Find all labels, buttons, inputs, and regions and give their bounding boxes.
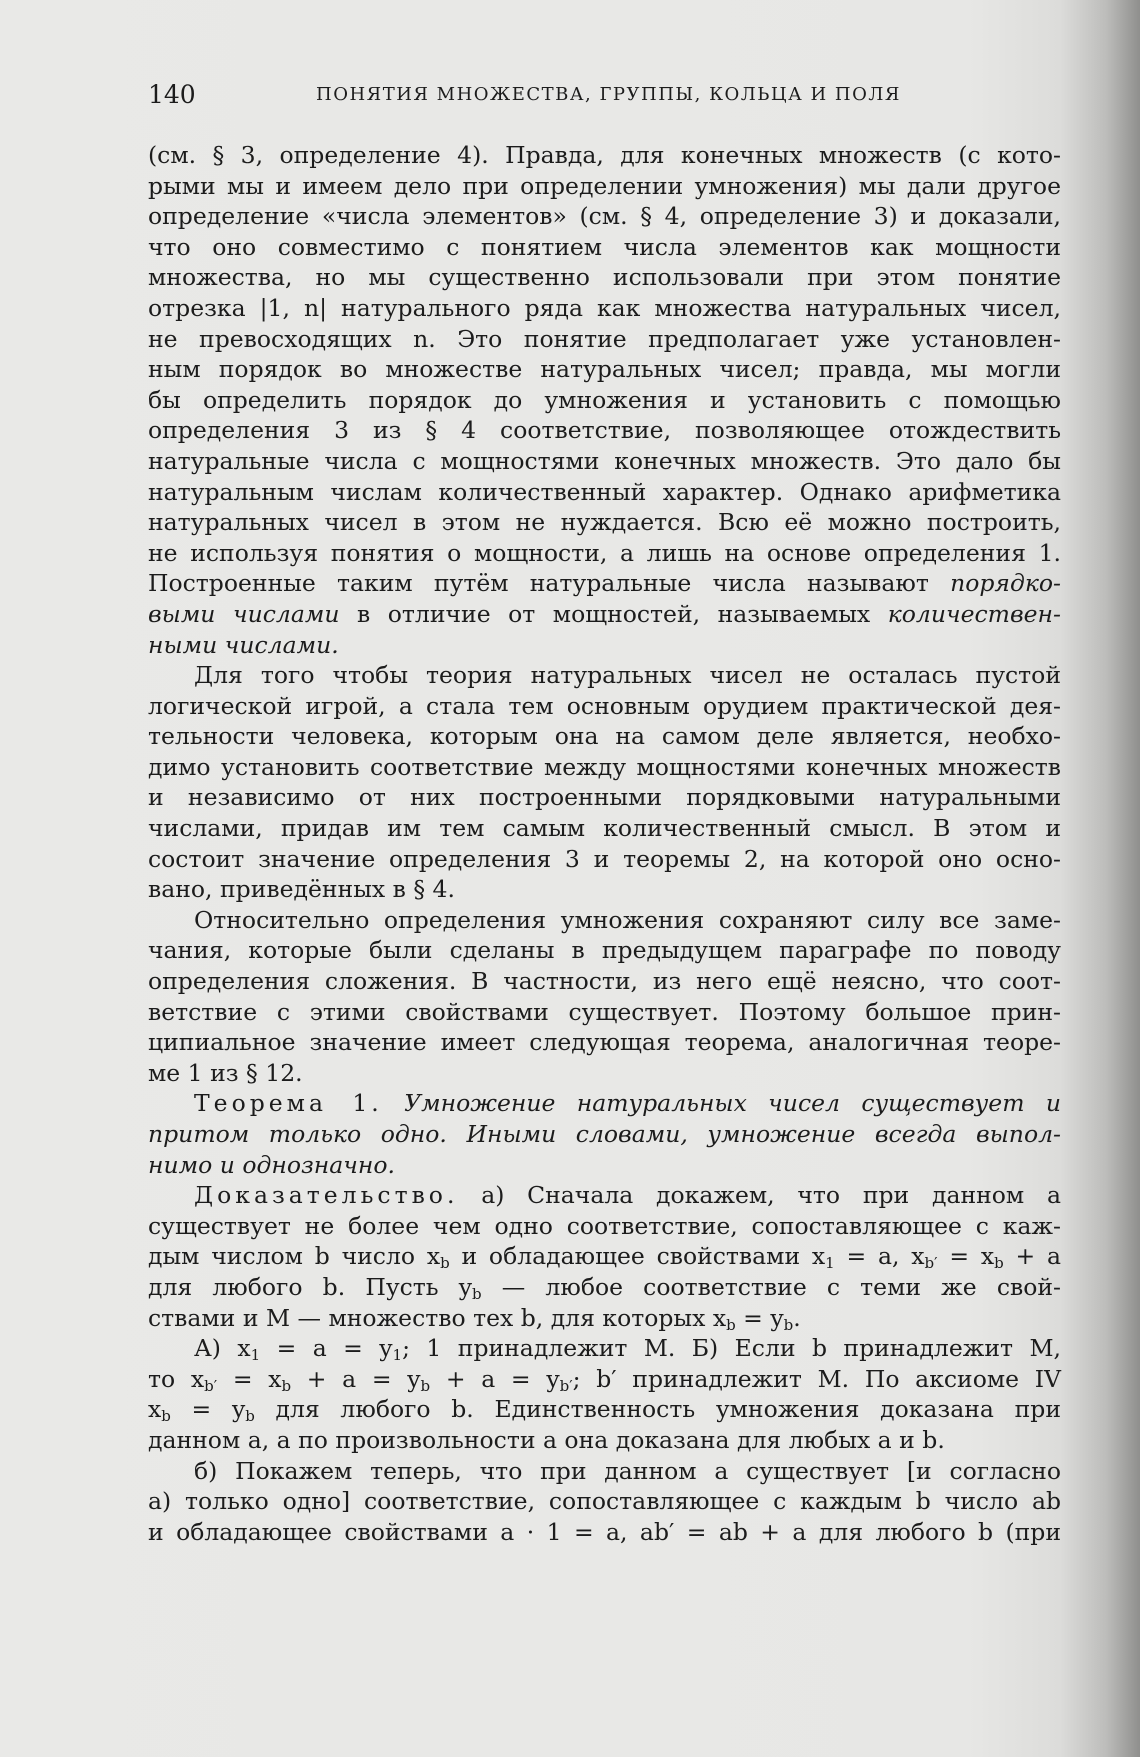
subscript: b bbox=[472, 1284, 482, 1303]
text-line: ветствие с этими свойствами существует. Поэтому большое прин- bbox=[148, 997, 1061, 1026]
text-line: натуральным числам количественный характер. Однако арифметика bbox=[148, 477, 1061, 506]
text-span: + a = y bbox=[291, 1364, 421, 1393]
proof-line bbox=[148, 1241, 1061, 1272]
text-line: не используя понятия о мощности, а лишь на основе определения 1. bbox=[148, 538, 1061, 567]
text-line: состоит значение определения 3 и теоремы 2, на которой оно осно- bbox=[148, 844, 1061, 873]
text-line: что оно совместимо с понятием числа элементов как мощности bbox=[148, 232, 1061, 261]
text-span: и обладающее свойствами x bbox=[449, 1242, 826, 1271]
subscript: b′ bbox=[924, 1254, 938, 1273]
text-span: = x bbox=[217, 1364, 282, 1393]
italic-term: порядко- bbox=[950, 569, 1061, 598]
subscript: b bbox=[726, 1315, 736, 1334]
text-line: данном a, а по произвольности a она доказана для любых a и b. bbox=[148, 1425, 945, 1454]
text-span: А) x bbox=[194, 1334, 251, 1363]
subscript: b bbox=[783, 1315, 794, 1334]
text-line: димо установить соответствие между мощностями конечных множеств bbox=[148, 752, 1061, 781]
text-line: определение «числа элементов» (см. § 4, определение 3) и доказали, bbox=[148, 202, 1061, 231]
subscript: b bbox=[994, 1254, 1004, 1273]
text-line: ным порядок во множестве натуральных чисел; правда, мы могли bbox=[148, 355, 1061, 384]
text-span: . bbox=[793, 1303, 801, 1332]
page-body bbox=[148, 140, 1061, 1547]
text-line bbox=[148, 1333, 1061, 1364]
italic-term: выми числами bbox=[148, 599, 340, 628]
subscript: b bbox=[245, 1407, 255, 1426]
text-line bbox=[148, 1394, 1061, 1425]
theorem-label: Теорема 1. bbox=[194, 1089, 383, 1118]
text-span: = y bbox=[735, 1303, 784, 1332]
subscript: 1 bbox=[825, 1254, 835, 1273]
text-line: Для того чтобы теория натуральных чисел не осталась пустой bbox=[194, 661, 1061, 690]
subscript: 1 bbox=[250, 1346, 261, 1365]
text-span: + a = y bbox=[430, 1364, 560, 1393]
theorem-text: нимо и однозначно. bbox=[148, 1150, 396, 1179]
text-line: Относительно определения умножения сохраняют силу все заме- bbox=[194, 905, 1061, 934]
page-header bbox=[148, 80, 1058, 116]
text-line: определения 3 из § 4 соответствие, позволяющее отождествить bbox=[148, 416, 1061, 445]
proof-line bbox=[148, 1303, 1061, 1334]
text-span: + a bbox=[1003, 1242, 1061, 1271]
subscript: b bbox=[420, 1376, 431, 1395]
theorem-line bbox=[148, 1119, 1061, 1150]
theorem-line bbox=[148, 1088, 1061, 1119]
text-line: определения сложения. В частности, из него ещё неясно, что соот- bbox=[148, 967, 1061, 996]
page-number: 140 bbox=[148, 80, 196, 109]
text-line: множества, но мы существенно использовали при этом понятие bbox=[148, 263, 1061, 292]
text-span: ствами и M — множество тех b, для которых x bbox=[148, 1303, 727, 1332]
text-line bbox=[148, 1364, 1061, 1395]
text-span: ; 1 принадлежит M. Б) Если b принадлежит M, bbox=[402, 1334, 1061, 1363]
subscript: b′ bbox=[204, 1376, 218, 1395]
subscript: b bbox=[161, 1407, 171, 1426]
text-line: отрезка |1, n| натурального ряда как множества натуральных чисел, bbox=[148, 293, 1061, 322]
text-span: дым числом b число x bbox=[148, 1242, 441, 1271]
subscript: b′ bbox=[559, 1376, 573, 1395]
subscript: b bbox=[440, 1254, 450, 1273]
text-span: = a, x bbox=[834, 1242, 925, 1271]
text-line: и обладающее свойствами a · 1 = a, ab′ = ab + a для любого b (при bbox=[148, 1517, 1061, 1546]
running-title: ПОНЯТИЯ МНОЖЕСТВА, ГРУППЫ, КОЛЬЦА И ПОЛЯ bbox=[316, 84, 901, 105]
text-line: вано, приведённых в § 4. bbox=[148, 875, 455, 904]
text-span: — любое соответствие с теми же свой- bbox=[481, 1272, 1061, 1301]
text-span: = y bbox=[170, 1395, 246, 1424]
text-span: а) Сначала докажем, что при данном a bbox=[481, 1181, 1061, 1210]
text-line: числами, придав им тем самым количественный смысл. В этом и bbox=[148, 814, 1061, 843]
text-span: Построенные таким путём натуральные числа называют bbox=[148, 569, 929, 598]
italic-term: количествен- bbox=[887, 599, 1061, 628]
text-line: и независимо от них построенными порядковыми натуральными bbox=[148, 783, 1061, 812]
text-span: для любого b. Пусть y bbox=[148, 1272, 473, 1301]
proof-line bbox=[148, 1180, 1061, 1211]
theorem-text: притом только одно. Иными словами, умножение всегда выпол- bbox=[148, 1120, 1061, 1148]
text-line: не превосходящих n. Это понятие предполагает уже установлен- bbox=[148, 324, 1061, 353]
text-line: рыми мы и имеем дело при определении умножения) мы дали другое bbox=[148, 171, 1061, 200]
theorem-line bbox=[148, 1150, 1061, 1181]
text-span: = a = y bbox=[260, 1334, 393, 1363]
text-line: ме 1 из § 12. bbox=[148, 1058, 303, 1087]
text-span: в отличие от мощностей, называемых bbox=[357, 599, 871, 628]
text-line: натуральных чисел в этом не нуждается. Всю её можно построить, bbox=[148, 508, 1061, 537]
text-span: x bbox=[148, 1395, 162, 1424]
text-line: бы определить порядок до умножения и установить с помощью bbox=[148, 385, 1061, 414]
text-span: ; b′ принадлежит M. По аксиоме IV bbox=[572, 1364, 1061, 1393]
proof-line: существует не более чем одно соответствие, сопоставляющее с каж- bbox=[148, 1211, 1061, 1240]
theorem-text: Умножение натуральных чисел существует и bbox=[404, 1089, 1061, 1118]
text-line bbox=[148, 568, 1061, 599]
text-span: то x bbox=[148, 1364, 205, 1393]
text-line: б) Покажем теперь, что при данном a существует [и согласно bbox=[194, 1456, 1061, 1485]
subscript: 1 bbox=[392, 1346, 403, 1365]
subscript: b bbox=[281, 1376, 292, 1395]
text-line: натуральные числа с мощностями конечных множеств. Это дало бы bbox=[148, 446, 1061, 475]
text-line: ципиальное значение имеет следующая теорема, аналогичная теоре- bbox=[148, 1028, 1061, 1057]
text-span: для любого b. Единственность умножения доказана при bbox=[254, 1395, 1061, 1424]
text-line: (см. § 3, определение 4). Правда, для конечных множеств (с кото- bbox=[148, 141, 1061, 169]
proof-line bbox=[148, 1272, 1061, 1303]
proof-label: Доказательство. bbox=[194, 1181, 459, 1210]
text-line: чания, которые были сделаны в предыдущем параграфе по поводу bbox=[148, 936, 1061, 965]
italic-term: ными числами. bbox=[148, 630, 339, 659]
text-line: логической игрой, а стала тем основным орудием практической дея- bbox=[148, 691, 1061, 720]
text-line: тельности человека, которым она на самом деле является, необхо- bbox=[148, 722, 1061, 751]
text-span: = x bbox=[937, 1242, 995, 1271]
text-line: а) только одно] соответствие, сопоставляющее с каждым b число ab bbox=[148, 1487, 1061, 1516]
text-line bbox=[148, 630, 1061, 661]
text-line bbox=[148, 599, 1061, 630]
